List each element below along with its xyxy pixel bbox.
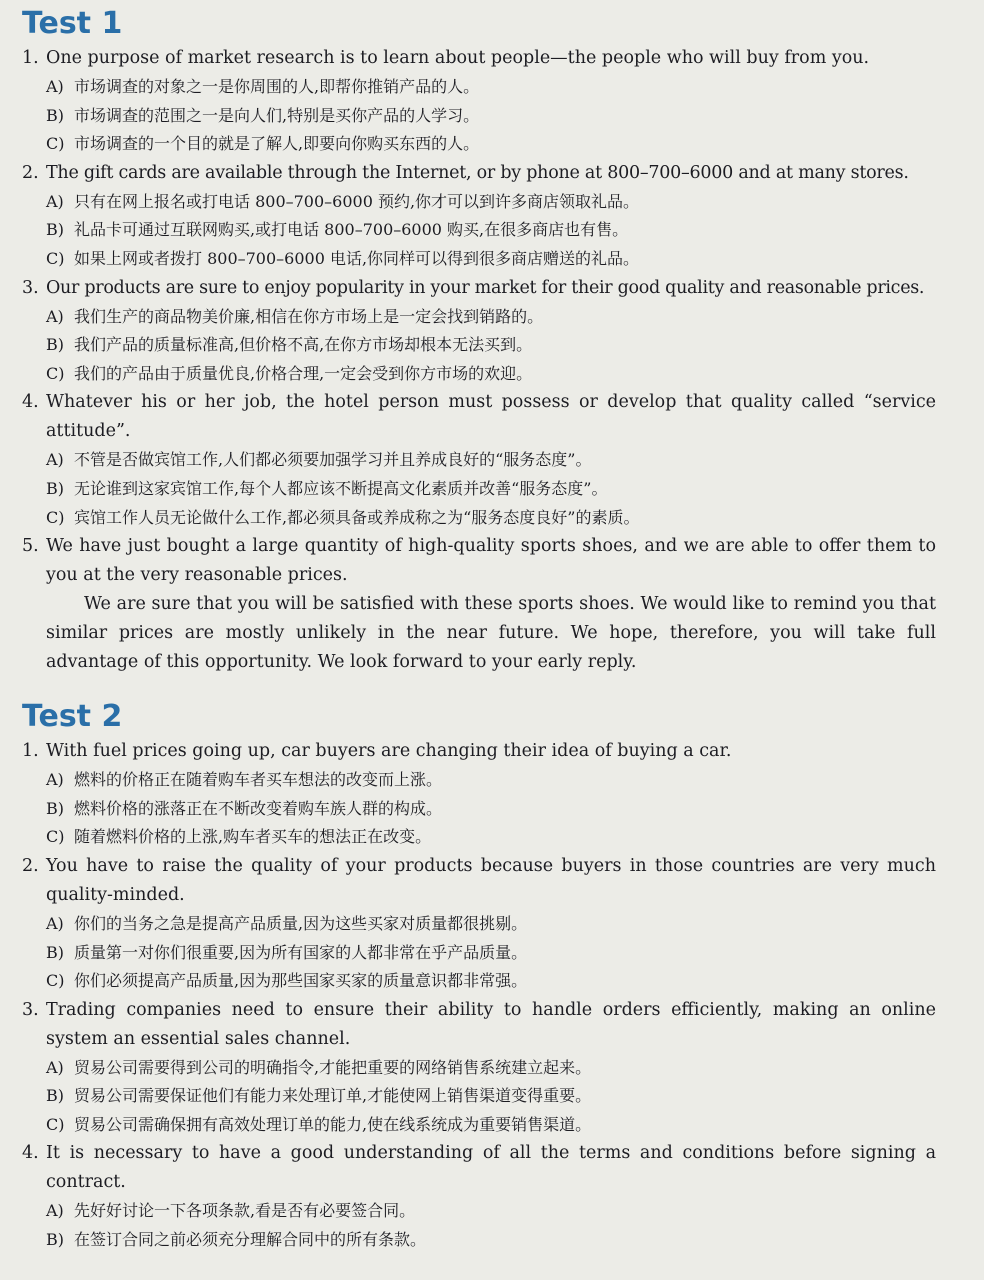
option-letter: A) <box>46 1057 64 1077</box>
question-text: It is necessary to have a good understanding of all the terms and conditions before signing a contract. <box>46 1143 936 1193</box>
test-1-question-1 <box>22 44 936 159</box>
option-letter: A) <box>46 306 64 326</box>
option-a <box>22 1054 936 1083</box>
option-text: 燃料的价格正在随着购车者买车想法的改变而上涨。 <box>74 770 443 790</box>
question-text: The gift cards are available through the Internet, or by phone at 800–700–6000 and at many stores. <box>46 162 909 183</box>
option-c <box>22 1111 936 1140</box>
option-letter: B) <box>46 798 64 818</box>
question-text: We have just bought a large quantity of high-quality sports shoes, and we are able to offer them to you at the very reasonable prices. <box>46 536 936 586</box>
option-letter: C) <box>46 1114 65 1134</box>
option-text: 你们必须提高产品质量,因为那些国家买家的质量意识都非常强。 <box>74 971 528 991</box>
option-letter: B) <box>46 335 64 355</box>
option-letter: B) <box>46 478 64 498</box>
option-b <box>22 216 936 245</box>
question-text: Our products are sure to enjoy popularity in your market for their good quality and reasonable prices. <box>46 277 925 298</box>
option-text: 在签订合同之前必须充分理解合同中的所有条款。 <box>74 1230 427 1250</box>
option-text: 我们的产品由于质量优良,价格合理,一定会受到你方市场的欢迎。 <box>74 363 533 383</box>
option-a <box>22 1197 936 1226</box>
option-letter: A) <box>46 450 64 470</box>
option-text: 燃料价格的涨落正在不断改变着购车族人群的构成。 <box>74 798 443 818</box>
option-text: 市场调查的对象之一是你周围的人,即帮你推销产品的人。 <box>74 77 480 96</box>
option-letter: C) <box>46 827 65 847</box>
option-letter: C) <box>46 971 65 991</box>
question-text: One purpose of market research is to learn about people—the people who will buy from you. <box>46 48 870 68</box>
option-a <box>22 303 936 332</box>
option-letter: B) <box>46 942 64 962</box>
question-number: 2. <box>22 162 39 183</box>
option-letter: C) <box>46 134 65 154</box>
option-b <box>22 102 936 131</box>
option-a <box>22 446 936 475</box>
question-number: 2. <box>22 855 39 876</box>
test-1-title: Test 1 <box>22 6 123 41</box>
option-text: 随着燃料价格的上涨,购车者买车的想法正在改变。 <box>74 827 432 847</box>
option-text: 无论谁到这家宾馆工作,每个人都应该不断提高文化素质并改善“服务态度”。 <box>74 478 608 498</box>
option-b <box>22 939 936 968</box>
option-text: 如果上网或者拨打 800–700–6000 电话,你同样可以得到很多商店赠送的礼品。 <box>74 248 640 268</box>
option-letter: C) <box>46 363 65 383</box>
question-number: 4. <box>22 392 39 413</box>
question-number: 1. <box>22 48 39 68</box>
option-a <box>22 73 936 102</box>
test-2-title: Test 2 <box>22 699 123 735</box>
option-letter: A) <box>46 913 64 933</box>
option-text: 市场调查的范围之一是向人们,特别是买你产品的人学习。 <box>74 105 480 125</box>
option-c <box>22 130 936 159</box>
option-letter: B) <box>46 220 64 240</box>
option-c <box>22 967 936 996</box>
option-b <box>22 475 936 504</box>
test-2-question-4 <box>22 1139 936 1254</box>
question-text: You have to raise the quality of your products because buyers in those countries are very much quality-minded. <box>46 855 936 905</box>
question-number: 4. <box>22 1143 39 1164</box>
option-letter: B) <box>46 1086 64 1106</box>
option-c <box>22 360 936 389</box>
question-text: Whatever his or her job, the hotel person must possess or develop that quality called “service attitude”. <box>46 392 936 442</box>
option-b <box>22 1226 936 1255</box>
option-a <box>22 188 936 217</box>
option-letter: B) <box>46 1230 64 1250</box>
test-2-question-3 <box>22 996 936 1140</box>
question-text: With fuel prices going up, car buyers are changing their idea of buying a car. <box>46 741 732 762</box>
option-text: 市场调查的一个目的就是了解人,即要向你购买东西的人。 <box>74 134 480 154</box>
option-letter: A) <box>46 1201 64 1221</box>
test-1-question-2 <box>22 159 936 274</box>
question-number: 5. <box>22 536 39 557</box>
question-number: 1. <box>22 741 39 762</box>
option-letter: A) <box>46 77 64 96</box>
option-text: 我们产品的质量标准高,但价格不高,在你方市场却根本无法买到。 <box>74 335 533 355</box>
option-text: 不管是否做宾馆工作,人们都必须要加强学习并且养成良好的“服务态度”。 <box>74 450 592 470</box>
option-text: 宾馆工作人员无论做什么工作,都必须具备或养成称之为“服务态度良好”的素质。 <box>74 507 640 527</box>
question-number: 3. <box>22 999 39 1020</box>
option-c <box>22 245 936 274</box>
test-1-question-5 <box>22 532 936 677</box>
test-2-question-2 <box>22 852 936 996</box>
option-text: 礼品卡可通过互联网购买,或打电话 800–700–6000 购买,在很多商店也有售。 <box>74 220 629 240</box>
test-1-question-4 <box>22 388 936 532</box>
option-letter: A) <box>46 770 64 790</box>
test-1-question-3 <box>22 274 936 389</box>
option-text: 贸易公司需确保拥有高效处理订单的能力,使在线系统成为重要销售渠道。 <box>74 1114 592 1134</box>
option-text: 只有在网上报名或打电话 800–700–6000 预约,你才可以到许多商店领取礼品。 <box>74 191 640 211</box>
option-b <box>22 1082 936 1111</box>
option-a <box>22 766 936 795</box>
test-2-question-1 <box>22 737 936 852</box>
option-letter: A) <box>46 191 64 211</box>
option-letter: C) <box>46 248 65 268</box>
question-text: Trading companies need to ensure their ability to handle orders efficiently, making an online system an essential sales channel. <box>46 999 936 1049</box>
option-letter: C) <box>46 507 65 527</box>
option-text: 贸易公司需要保证他们有能力来处理订单,才能使网上销售渠道变得重要。 <box>74 1086 592 1106</box>
option-text: 质量第一对你们很重要,因为所有国家的人都非常在乎产品质量。 <box>74 942 528 962</box>
option-c <box>22 823 936 852</box>
option-text: 先好好讨论一下各项条款,看是否有必要签合同。 <box>74 1201 416 1221</box>
option-text: 我们生产的商品物美价廉,相信在你方市场上是一定会找到销路的。 <box>74 306 544 326</box>
letter-paragraph: We are sure that you will be satisfied with these sports shoes. We would like to remind you that similar prices are mostly unlikely in the near future. We hope, therefore, you will take full advantage of this opportunity. We look forward to your early reply. <box>46 594 936 673</box>
question-number: 3. <box>22 277 39 298</box>
option-letter: B) <box>46 105 64 125</box>
option-c <box>22 504 936 533</box>
option-text: 贸易公司需要得到公司的明确指令,才能把重要的网络销售系统建立起来。 <box>74 1057 592 1077</box>
option-b <box>22 331 936 360</box>
option-a <box>22 910 936 939</box>
option-text: 你们的当务之急是提高产品质量,因为这些买家对质量都很挑剔。 <box>74 913 528 933</box>
option-b <box>22 795 936 824</box>
